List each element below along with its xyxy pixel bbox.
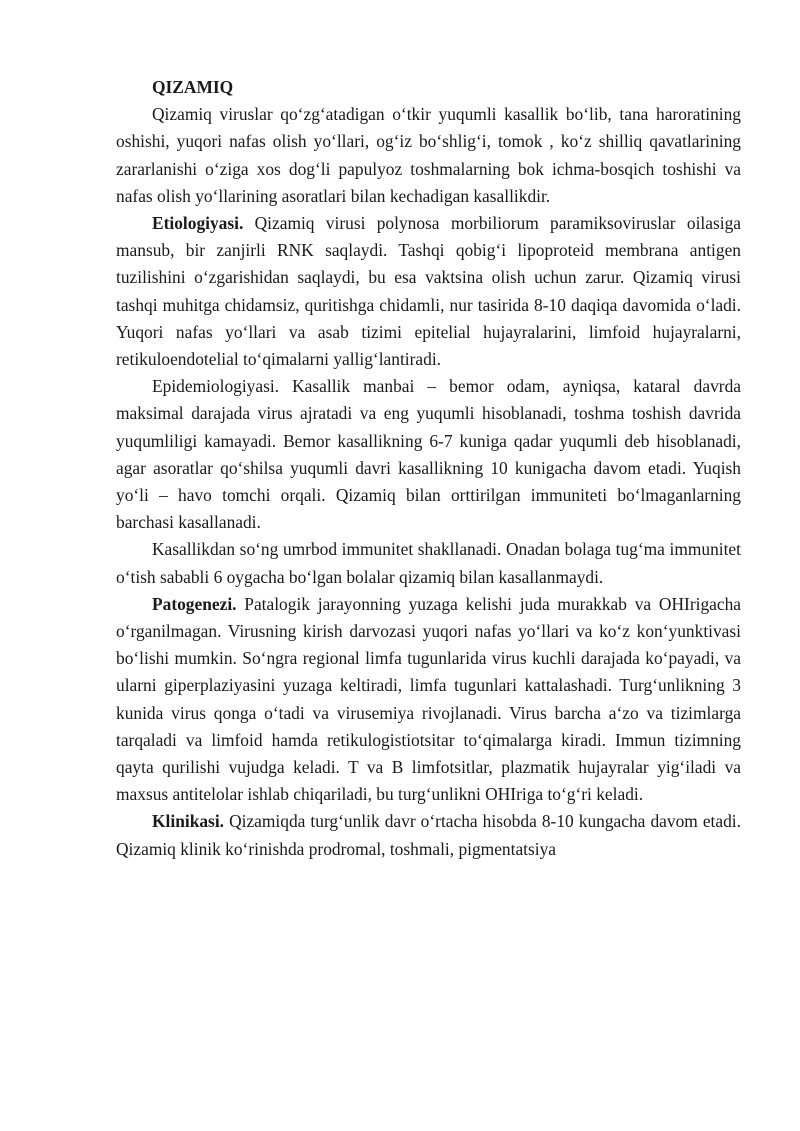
paragraph-text: Patalogik jarayonning yuzaga kelishi juda murakkab va OHIrigacha o‘rganilmagan. Virusning kirish darvozasi yuqori nafas yo‘llari va ko‘z kon‘yunktivasi bo‘lishi mumkin. So‘ngra regional limfa tugunlarida virus kuchli darajada ko‘payadi, va ularni giperplaziyasini yuzaga keltiradi, limfa tugunlari kattalashadi. Turg‘unlikning 3 kunida virus qonga o‘tadi va virusemiya rivojlanadi. Virus barcha a‘zo va tizimlarga tarqaladi va limfoid hamda retikulogistiotsitar to‘qimalarga kiradi. Immun tizimning qayta qurilishi vujudga keladi. T va B limfotsitlar, plazmatik hujayralar yig‘iladi va maxsus antitelolar ishlab chiqariladi, bu turg‘unlikni OHIriga to‘g‘ri keladi. — [116, 593, 741, 805]
paragraph-text: Qizamiq virusi polynosa morbiliorum paramiksoviruslar oilasiga mansub, bir zanjirli RNK saqlaydi. Tashqi qobig‘i lipoproteid membrana antigen tuzilishini o‘zgarishidan saqlaydi, bu esa vaktsina olish uchun zarur. Qizamiq virusi tashqi muhitga chidamsiz, quritishga chidamli, nur tasirida 8-10 daqiqa davomida o‘ladi. Yuqori nafas yo‘llari va asab tizimi epitelial hujayralarini, limfoid hujayralarni, retikuloendotelial to‘qimalarni yallig‘lantiradi. — [116, 213, 741, 370]
paragraph-etiology — [116, 210, 741, 373]
paragraph-epidemiology — [116, 373, 741, 536]
paragraph-pathogenesis — [116, 591, 741, 809]
document-title: QIZAMIQ — [152, 77, 234, 97]
paragraph-lead: Etiologiyasi. — [152, 213, 244, 234]
paragraph-text: Qizamiq viruslar qo‘zg‘atadigan o‘tkir yuqumli kasallik bo‘lib, tana haroratining oshishi, yuqori nafas olish yo‘llari, og‘iz bo‘shlig‘i, tomok , ko‘z shilliq qavatlarining zararlanishi o‘ziga xos dog‘li papulyoz toshmalarning bok ichma-bosqich toshishi va nafas olish yo‘llarining asoratlari bilan kechadigan kasallikdir. — [116, 104, 741, 206]
paragraph-text: Epidemiologiyasi. Kasallik manbai – bemor odam, ayniqsa, kataral davrda maksimal darajada virus ajratadi va eng yuqumli hisoblanadi, toshma toshish davrida yuqumliligi kamayadi. Bemor kasallikning 6-7 kuniga qadar yuqumli deb hisoblanadi, agar asoratlar qo‘shilsa yuqumli davri kasallikning 10 kunigacha davom etadi. Yuqish yo‘li – havo tomchi orqali. Qizamiq bilan orttirilgan immuniteti bo‘lmaganlarning barchasi kasallanadi. — [116, 376, 741, 533]
paragraph-text: Kasallikdan so‘ng umrbod immunitet shakllanadi. Onadan bolaga tug‘ma immunitet o‘tish sababli 6 oygacha bo‘lgan bolalar qizamiq bilan kasallanmaydi. — [116, 539, 741, 587]
paragraph-lead: Klinikasi. — [152, 811, 225, 832]
paragraph-definition — [116, 101, 741, 210]
paragraph-immunity — [116, 536, 741, 590]
paragraph-lead: Patogenezi. — [152, 593, 237, 614]
paragraph-text: Qizamiqda turg‘unlik davr o‘rtacha hisobda 8-10 kungacha davom etadi. Qizamiq klinik ko‘rinishda prodromal, toshmali, pigmentatsiya — [116, 811, 741, 859]
document-page — [116, 74, 741, 863]
paragraph-clinical — [116, 808, 741, 862]
